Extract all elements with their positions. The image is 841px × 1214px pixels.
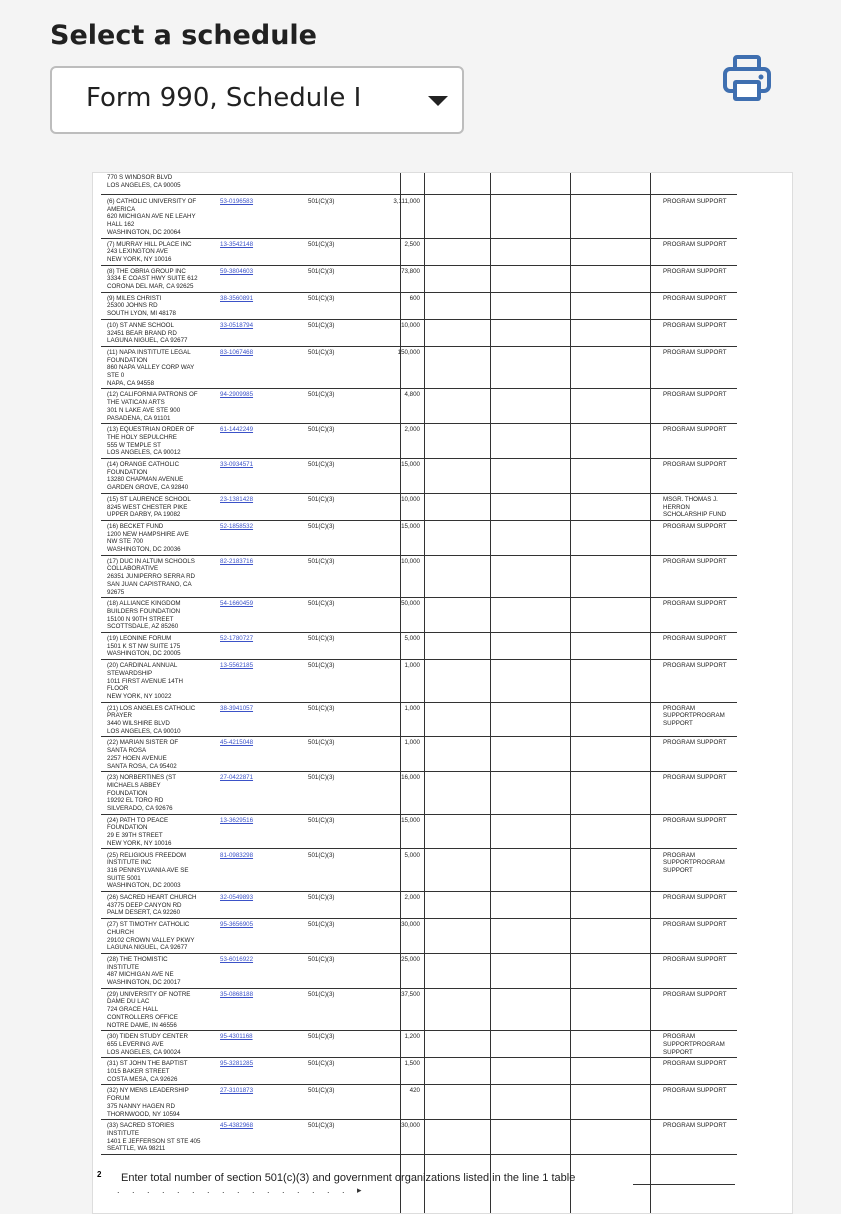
grant-purpose: PROGRAM SUPPORT bbox=[663, 921, 727, 929]
grant-purpose: PROGRAM SUPPORT bbox=[663, 321, 727, 329]
recipient-name-address: (11) NAPA INSTITUTE LEGAL FOUNDATION 860 NAPA VALLEY CORP WAY STE 0 NAPA, CA 94558 bbox=[107, 348, 195, 387]
recipient-name-address: (24) PATH TO PEACE FOUNDATION 29 E 39TH STREET NEW YORK, NY 10016 bbox=[107, 816, 172, 847]
cash-grant-amount: 30,000 bbox=[401, 921, 420, 929]
cash-grant-amount: 1,000 bbox=[404, 739, 420, 747]
cash-grant-amount: 3,111,000 bbox=[393, 198, 420, 205]
cash-grant-amount: 15,000 bbox=[401, 816, 420, 824]
grant-purpose: PROGRAM SUPPORT bbox=[663, 240, 727, 248]
table-row bbox=[101, 918, 737, 954]
table-row bbox=[101, 891, 737, 919]
irc-section: 501(C)(3) bbox=[308, 704, 335, 712]
cash-grant-amount: 15,000 bbox=[401, 522, 420, 530]
recipient-name-address: (14) ORANGE CATHOLIC FOUNDATION 13280 CHAPMAN AVENUE GARDEN GROVE, CA 92840 bbox=[107, 461, 189, 492]
footnote-answer-line bbox=[633, 1184, 735, 1185]
ein-link[interactable]: 52-1858532 bbox=[220, 522, 254, 530]
recipient-name-address: 770 S WINDSOR BLVD LOS ANGELES, CA 90005 bbox=[107, 174, 181, 189]
cash-grant-amount: 73,800 bbox=[401, 267, 420, 275]
irc-section: 501(C)(3) bbox=[308, 816, 335, 824]
recipient-name-address: (12) CALIFORNIA PATRONS OF THE VATICAN ARTS 301 N LAKE AVE STE 900 PASADENA, CA 91101 bbox=[107, 391, 198, 422]
grant-purpose: PROGRAM SUPPORT bbox=[663, 461, 727, 468]
table-row bbox=[101, 458, 737, 494]
irc-section: 501(C)(3) bbox=[308, 391, 335, 399]
irc-section: 501(C)(3) bbox=[308, 1033, 335, 1041]
table-row bbox=[101, 814, 737, 850]
grant-purpose: PROGRAM SUPPORT bbox=[663, 774, 727, 782]
grant-purpose: PROGRAM SUPPORT bbox=[663, 557, 727, 565]
recipient-name-address: (28) THE THOMISTIC INSTITUTE 487 MICHIGAN AVE NE WASHINGTON, DC 20017 bbox=[107, 955, 181, 986]
grant-purpose: PROGRAM SUPPORT bbox=[663, 894, 727, 901]
cash-grant-amount: 600 bbox=[409, 294, 420, 302]
cash-grant-amount: 15,000 bbox=[401, 461, 420, 468]
grant-purpose: PROGRAM SUPPORT bbox=[663, 816, 727, 824]
recipient-name-address: (20) CARDINAL ANNUAL STEWARDSHIP 1011 FIRST AVENUE 14TH FLOOR NEW YORK, NY 10022 bbox=[107, 662, 183, 700]
table-row-partial bbox=[101, 172, 737, 195]
table-row bbox=[101, 346, 737, 390]
table-row bbox=[101, 493, 737, 521]
ein-link[interactable]: 59-3804603 bbox=[220, 267, 254, 275]
table-row bbox=[101, 423, 737, 459]
irc-section: 501(C)(3) bbox=[308, 1087, 335, 1095]
grant-purpose: PROGRAM SUPPORT bbox=[663, 990, 727, 998]
table-row bbox=[101, 597, 737, 633]
cash-grant-amount: 10,000 bbox=[401, 495, 420, 503]
recipient-name-address: (21) LOS ANGELES CATHOLIC PRAYER 3440 WILSHIRE BLVD LOS ANGELES, CA 90010 bbox=[107, 704, 196, 735]
grant-purpose: PROGRAM SUPPORTPROGRAM SUPPORT bbox=[663, 851, 725, 874]
table-row bbox=[101, 265, 737, 293]
recipient-name-address: (26) SACRED HEART CHURCH 43775 DEEP CANYON RD PALM DESERT, CA 92260 bbox=[107, 894, 197, 917]
cash-grant-amount: 10,000 bbox=[401, 321, 420, 329]
irc-section: 501(C)(3) bbox=[308, 662, 335, 670]
grant-purpose: PROGRAM SUPPORT bbox=[663, 1122, 727, 1130]
ein-link[interactable]: 52-1780727 bbox=[220, 635, 254, 642]
recipient-name-address: (13) EQUESTRIAN ORDER OF THE HOLY SEPULCHRE 555 W TEMPLE ST LOS ANGELES, CA 90012 bbox=[107, 426, 195, 457]
ein-link[interactable]: 13-5562185 bbox=[220, 662, 254, 670]
recipient-name-address: (7) MURRAY HILL PLACE INC 243 LEXINGTON AVE NEW YORK, NY 10016 bbox=[107, 240, 192, 263]
grant-purpose: PROGRAM SUPPORT bbox=[663, 348, 727, 356]
ein-link[interactable]: 61-1442249 bbox=[220, 426, 254, 434]
irc-section: 501(C)(3) bbox=[308, 774, 335, 782]
grant-purpose: PROGRAM SUPPORT bbox=[663, 635, 727, 642]
grant-purpose: PROGRAM SUPPORTPROGRAM SUPPORT bbox=[663, 704, 725, 727]
recipient-name-address: (30) TIDEN STUDY CENTER 655 LEVERING AVE LOS ANGELES, CA 90024 bbox=[107, 1033, 188, 1056]
chevron-down-icon bbox=[428, 96, 448, 106]
cash-grant-amount: 37,500 bbox=[401, 990, 420, 998]
recipient-name-address: (22) MARIAN SISTER OF SANTA ROSA 2257 HOEN AVENUE SANTA ROSA, CA 95402 bbox=[107, 739, 179, 770]
cash-grant-amount: 1,500 bbox=[404, 1060, 420, 1068]
irc-section: 501(C)(3) bbox=[308, 1122, 335, 1130]
table-row bbox=[101, 736, 737, 772]
grant-purpose: PROGRAM SUPPORT bbox=[663, 600, 727, 608]
recipient-name-address: (33) SACRED STORIES INSTITUTE 1401 E JEFFERSON ST STE 405 SEATTLE, WA 98211 bbox=[107, 1122, 201, 1153]
grant-purpose: PROGRAM SUPPORT bbox=[663, 1060, 727, 1068]
irc-section: 501(C)(3) bbox=[308, 955, 335, 963]
grant-purpose: MSGR. THOMAS J. HERRON SCHOLARSHIP FUND bbox=[663, 495, 727, 519]
cash-grant-amount: 50,000 bbox=[401, 600, 420, 608]
table-row bbox=[101, 632, 737, 660]
cash-grant-amount: 150,000 bbox=[397, 348, 420, 356]
table-row bbox=[101, 1057, 737, 1085]
ein-link[interactable]: 45-4215048 bbox=[220, 739, 254, 747]
recipient-name-address: (10) ST ANNE SCHOOL 32451 BEAR BRAND RD LAGUNA NIGUEL, CA 92677 bbox=[107, 321, 188, 345]
cash-grant-amount: 5,000 bbox=[404, 851, 420, 859]
table-row bbox=[101, 659, 737, 703]
cash-grant-amount: 2,000 bbox=[404, 426, 420, 434]
ein-link[interactable]: 27-0422871 bbox=[220, 774, 254, 782]
recipient-name-address: (18) ALLIANCE KINGDOM BUILDERS FOUNDATION 15100 N 90TH STREET SCOTTSDALE, AZ 85260 bbox=[107, 600, 181, 631]
recipient-name-address: (9) MILES CHRISTI 25300 JOHNS RD SOUTH LYON, MI 48178 bbox=[107, 294, 177, 318]
ein-link[interactable]: 35-0868188 bbox=[220, 990, 254, 998]
recipient-name-address: (23) NORBERTINES (ST MICHAELS ABBEY FOUNDATION 19292 EL TORO RD SILVERADO, CA 92676 bbox=[107, 774, 176, 812]
table-row bbox=[101, 520, 737, 556]
ein-link[interactable]: 83-1067468 bbox=[220, 348, 254, 356]
cash-grant-amount: 4,800 bbox=[404, 391, 420, 399]
recipient-name-address: (8) THE OBRIA GROUP INC 3334 E COAST HWY SUITE 612 CORONA DEL MAR, CA 92625 bbox=[107, 267, 198, 290]
irc-section: 501(C)(3) bbox=[308, 321, 335, 329]
recipient-name-address: (31) ST JOHN THE BAPTIST 1015 BAKER STREET COSTA MESA, CA 92626 bbox=[107, 1060, 188, 1083]
irc-section: 501(C)(3) bbox=[308, 739, 335, 747]
irc-section: 501(C)(3) bbox=[308, 851, 335, 859]
ein-link[interactable]: 45-4382968 bbox=[220, 1122, 254, 1130]
ein-link[interactable]: 33-0934571 bbox=[220, 461, 254, 468]
schedule-select[interactable] bbox=[50, 66, 464, 134]
grant-purpose: PROGRAM SUPPORT bbox=[663, 294, 727, 302]
ein-link[interactable]: 82-2183716 bbox=[220, 557, 254, 565]
recipient-name-address: (15) ST LAURENCE SCHOOL 8245 WEST CHESTER PIKE UPPER DARBY, PA 19082 bbox=[107, 495, 191, 519]
recipient-name-address: (32) NY MENS LEADERSHIP FORUM 375 NANNY HAGEN RD THORNWOOD, NY 10594 bbox=[107, 1087, 189, 1118]
schedule-select-value: Form 990, Schedule I bbox=[86, 83, 362, 113]
recipient-name-address: (6) CATHOLIC UNIVERSITY OF AMERICA 620 MICHIGAN AVE NE LEAHY HALL 162 WASHINGTON, DC 20064 bbox=[107, 198, 197, 236]
ein-link[interactable]: 53-0196583 bbox=[220, 198, 254, 205]
recipient-name-address: (25) RELIGIOUS FREEDOM INSTITUTE INC 316 PENNSYLVANIA AVE SE SUITE 5001 WASHINGTON, DC 20003 bbox=[107, 851, 189, 890]
grant-purpose: PROGRAM SUPPORT bbox=[663, 426, 727, 434]
irc-section: 501(C)(3) bbox=[308, 426, 335, 434]
irc-section: 501(C)(3) bbox=[308, 267, 335, 275]
table-row bbox=[101, 771, 737, 815]
ein-link[interactable]: 95-3656905 bbox=[220, 921, 254, 929]
table-row bbox=[101, 292, 737, 320]
print-icon[interactable] bbox=[722, 54, 772, 102]
footnote-mark: 2 bbox=[97, 1170, 102, 1179]
cash-grant-amount: 30,000 bbox=[401, 1122, 420, 1130]
cash-grant-amount: 1,000 bbox=[404, 662, 420, 670]
table-row bbox=[101, 238, 737, 266]
table-row bbox=[101, 555, 737, 599]
irc-section: 501(C)(3) bbox=[308, 557, 335, 565]
irc-section: 501(C)(3) bbox=[308, 921, 335, 929]
ein-link[interactable]: 13-3542148 bbox=[220, 240, 254, 248]
grant-purpose: PROGRAM SUPPORT bbox=[663, 662, 727, 670]
cash-grant-amount: 10,000 bbox=[401, 557, 420, 565]
ein-link[interactable]: 54-1660459 bbox=[220, 600, 254, 608]
ein-link[interactable]: 94-2909985 bbox=[220, 391, 254, 399]
irc-section: 501(C)(3) bbox=[308, 348, 335, 356]
grant-purpose: PROGRAM SUPPORTPROGRAM SUPPORT bbox=[663, 1033, 725, 1056]
ein-link[interactable]: 95-3281285 bbox=[220, 1060, 254, 1068]
irc-section: 501(C)(3) bbox=[308, 600, 335, 608]
grant-purpose: PROGRAM SUPPORT bbox=[663, 955, 727, 963]
irc-section: 501(C)(3) bbox=[308, 240, 335, 248]
recipient-name-address: (19) LEONINE FORUM 1501 K ST NW SUITE 175 WASHINGTON, DC 20005 bbox=[107, 635, 181, 658]
table-row bbox=[101, 1030, 737, 1058]
ein-link[interactable]: 33-0518794 bbox=[220, 321, 254, 329]
irc-section: 501(C)(3) bbox=[308, 522, 335, 530]
ein-link[interactable]: 23-1381428 bbox=[220, 495, 254, 503]
table-row bbox=[101, 702, 737, 738]
irc-section: 501(C)(3) bbox=[308, 1060, 335, 1068]
grant-purpose: PROGRAM SUPPORT bbox=[663, 1087, 727, 1095]
cash-grant-amount: 420 bbox=[409, 1087, 420, 1095]
table-row bbox=[101, 388, 737, 424]
ein-link[interactable]: 53-6016922 bbox=[220, 955, 254, 963]
recipient-name-address: (17) DUC IN ALTUM SCHOOLS COLLABORATIVE 26351 JUNIPERRO SERRA RD SAN JUAN CAPISTRANO, CA 92675 bbox=[107, 557, 196, 596]
irc-section: 501(C)(3) bbox=[308, 990, 335, 998]
cash-grant-amount: 2,000 bbox=[404, 894, 420, 901]
cash-grant-amount: 1,200 bbox=[404, 1033, 420, 1041]
irc-section: 501(C)(3) bbox=[308, 461, 335, 468]
grant-purpose: PROGRAM SUPPORT bbox=[663, 522, 727, 530]
grant-purpose: PROGRAM SUPPORT bbox=[663, 391, 727, 399]
header bbox=[0, 0, 841, 170]
ein-link[interactable]: 38-3560891 bbox=[220, 294, 254, 302]
page-title: Select a schedule bbox=[50, 20, 317, 51]
recipient-name-address: (29) UNIVERSITY OF NOTRE DAME DU LAC 724 GRACE HALL CONTROLLERS OFFICE NOTRE DAME, IN 46556 bbox=[107, 990, 191, 1029]
irc-section: 501(C)(3) bbox=[308, 635, 335, 642]
ein-link[interactable]: 13-3629516 bbox=[220, 816, 254, 824]
cash-grant-amount: 1,000 bbox=[404, 704, 420, 712]
ein-link[interactable]: 32-0549893 bbox=[220, 894, 254, 901]
table-row bbox=[101, 849, 737, 893]
cash-grant-amount: 5,000 bbox=[404, 635, 420, 642]
table-row bbox=[101, 953, 737, 989]
recipient-name-address: (27) ST TIMOTHY CATHOLIC CHURCH 29102 CROWN VALLEY PKWY LAGUNA NIGUEL, CA 92677 bbox=[107, 921, 195, 952]
table-row bbox=[101, 195, 737, 239]
ein-link[interactable]: 38-3941057 bbox=[220, 704, 254, 712]
schedule-document-page bbox=[92, 172, 793, 1214]
leader-dots: . . . . . . . . . . . . . . . . ▸ bbox=[117, 1185, 367, 1195]
recipient-name-address: (16) BECKET FUND 1200 NEW HAMPSHIRE AVE NW STE 700 WASHINGTON, DC 20036 bbox=[107, 522, 189, 553]
table-row bbox=[101, 1119, 737, 1155]
table-row bbox=[101, 988, 737, 1032]
grant-purpose: PROGRAM SUPPORT bbox=[663, 267, 727, 275]
grant-purpose: PROGRAM SUPPORT bbox=[663, 739, 727, 747]
irc-section: 501(C)(3) bbox=[308, 198, 335, 205]
irc-section: 501(C)(3) bbox=[308, 495, 335, 503]
irc-section: 501(C)(3) bbox=[308, 894, 335, 901]
cash-grant-amount: 16,000 bbox=[401, 774, 420, 782]
cash-grant-amount: 2,500 bbox=[404, 240, 420, 248]
table-row bbox=[101, 319, 737, 347]
ein-link[interactable]: 95-4301168 bbox=[220, 1033, 253, 1041]
cash-grant-amount: 25,000 bbox=[401, 955, 420, 963]
footnote-text: Enter total number of section 501(c)(3) and government organizations listed in the line 1 table bbox=[121, 1172, 576, 1184]
ein-link[interactable]: 81-0983298 bbox=[220, 851, 254, 859]
table-row bbox=[101, 1084, 737, 1120]
grant-purpose: PROGRAM SUPPORT bbox=[663, 198, 727, 205]
irc-section: 501(C)(3) bbox=[308, 294, 335, 302]
ein-link[interactable]: 27-3101873 bbox=[220, 1087, 254, 1095]
